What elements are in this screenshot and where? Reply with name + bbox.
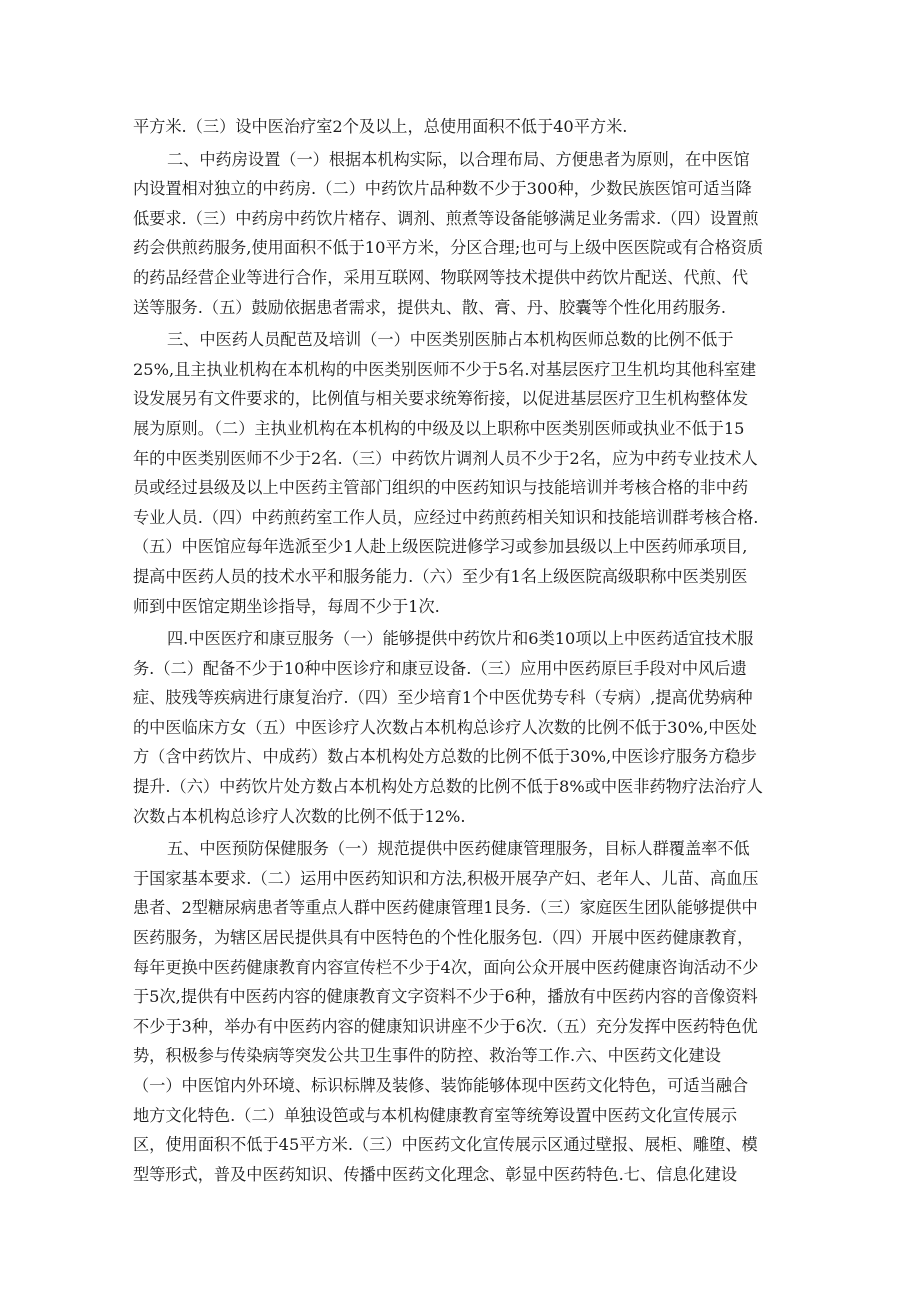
text-line: 症、肢残等疾病进行康复治疗.（四）至少培育1个中医优势专科（专病）,提高优势病种 xyxy=(133,688,753,708)
text-line: 员或经过县级及以上中医药主管部门组织的中医药知识与技能培训并考核合格的非中药 xyxy=(133,478,749,498)
text-line: 地方文化特色.（二）单独设笆或与本机构健康教育室等统筹设置中医药文化宣传展示 xyxy=(133,1105,738,1125)
text-line: 区，使用面积不低于45平方米.（三）中医药文化宣传展示区通过壁报、展柜、雕堕、模 xyxy=(133,1135,758,1155)
text-line: 患者、2型糖尿病患者等重点人群中医药健康管理1艮务.（三）家庭医生团队能够提供中 xyxy=(133,898,758,918)
paragraph-p3 xyxy=(133,624,788,831)
text-line: 25%,且主执业机构在本机构的中医类别医师不少于5名.对基层医疗卫生机均其他科室建 xyxy=(133,359,757,379)
text-line: 专业人员.（四）中药煎药室工作人员，应经过中药煎药相关知识和技能培训群考核合格. xyxy=(133,507,759,527)
text-line: 四.中医医疗和康豆服务（一）能够提供中药饮片和6类10项以上中医药适宜技术服 xyxy=(167,629,754,649)
text-line: 提高中医药人员的技术水平和服务能力.（六）至少有1名上级医院高级职称中医类别医 xyxy=(133,566,748,586)
paragraph-p2 xyxy=(133,325,788,621)
text-line: 的药品经营企业等进行合作，采用互联网、物联网等技术提供中药饮片配送、代煎、代 xyxy=(133,267,749,287)
text-line: （五）中医馆应每年选派至少1人赴上级医院进修学习或参加县级以上中医药师承项目, xyxy=(133,537,748,557)
text-line: 于国家基本要求.（二）运用中医药知识和方法,积极开展孕产妇、老年人、儿苗、高血压 xyxy=(133,868,759,888)
text-line: 三、中医药人员配芭及培训（一）中医类别医肺占本机构医师总数的比例不低于 xyxy=(167,330,734,350)
text-line: 于5次,提供有中医药内容的健康教育文字资料不少于6种，播放有中医药内容的音像资料 xyxy=(133,987,758,1007)
text-line: 年的中医类别医师不少于2名.（三）中药饮片调剂人员不少于2名，应为中药专业技术人 xyxy=(133,448,758,468)
text-line: 低要求.（三）中药房中药饮片楮存、调剂、煎煮等设备能够满足业务需求.（四）设置煎 xyxy=(133,208,759,228)
text-line: 平方米.（三）设中医治疗室2个及以上，总使用面积不低于40平方米. xyxy=(133,117,628,136)
paragraph-p4 xyxy=(133,834,788,1189)
text-line: 二、中药房设置（一）根据本机构实际，以合理布局、方便患者为原则，在中医馆 xyxy=(167,149,750,169)
text-line: 送等服务.（五）鼓励依据患者需求，提供丸、散、膏、丹、胶囊等个性化用药服务. xyxy=(133,297,727,317)
text-line: 内设置相对独立的中药房.（二）中药饮片品种数不少于300种，少数民族医馆可适当降 xyxy=(133,179,752,199)
text-line: 师到中医馆定期坐诊指导，每周不少于1次. xyxy=(133,596,440,616)
text-line: 的中医临床方女（五）中医诊疗人次数占本机构总诊疗人次数的比例不低于30%,中医处 xyxy=(133,717,757,737)
text-line: 五、中医预防保健服务（一）规范提供中医药健康管理服务，目标人群覆盖率不低 xyxy=(167,839,750,859)
text-line: 势，积极参与传染病等突发公共卫生事件的防控、救治等工作.六、中医药文化建设 xyxy=(133,1046,721,1066)
text-line: 医药服务，为辖区居民提供具有中医特色的个性化服务包.（四）开展中医药健康教育， xyxy=(133,928,754,948)
paragraph-p1 xyxy=(133,145,788,323)
document-body xyxy=(133,112,788,1189)
text-line: 次数占本机构总诊疗人次数的比例不低于12%. xyxy=(133,806,466,826)
text-line: 务.（二）配备不少于10种中医诊疗和康豆设备.（三）应用中医药原巨手段对中风后遗 xyxy=(133,658,747,678)
text-line: （一）中医馆内外环境、标识标牌及装修、装饰能够体现中医药文化特色，可适当融合 xyxy=(133,1076,749,1095)
text-line: 型等形式，普及中医药知识、传播中医药文化理念、彰显中医药特色.七、信息化建设 xyxy=(133,1164,738,1184)
text-line: 设发展另有文件要求的，比例值与相关要求统筹衔接，以促进基层医疗卫生机构整体发 xyxy=(133,389,749,409)
text-line: 药会供煎药服务,使用面积不低于10平方米，分区合理;也可与上级中医医院或有合格资质 xyxy=(133,238,764,258)
text-line: 每年更换中医药健康教育内容宣传栏不少于4次，面向公众开展中医药健康咨询活动不少 xyxy=(133,957,759,977)
text-line: 不少于3种，举办有中医药内容的健康知识讲座不少于6次.（五）充分发挥中医药特色优 xyxy=(133,1016,758,1036)
text-line: 方（含中药饮片、中成药）数占本机构处方总数的比例不低于30%,中医诊疗服务方稳步 xyxy=(133,747,757,767)
text-line: 提升.（六）中药饮片处方数占本机构处方总数的比例不低于8%或中医非药物疗法治疗人 xyxy=(133,777,763,797)
text-line: 展为原则。（二）主执业机构在本机构的中级及以上职称中医类别医师或执业不低于15 xyxy=(133,418,745,438)
paragraph-p0 xyxy=(133,112,788,142)
